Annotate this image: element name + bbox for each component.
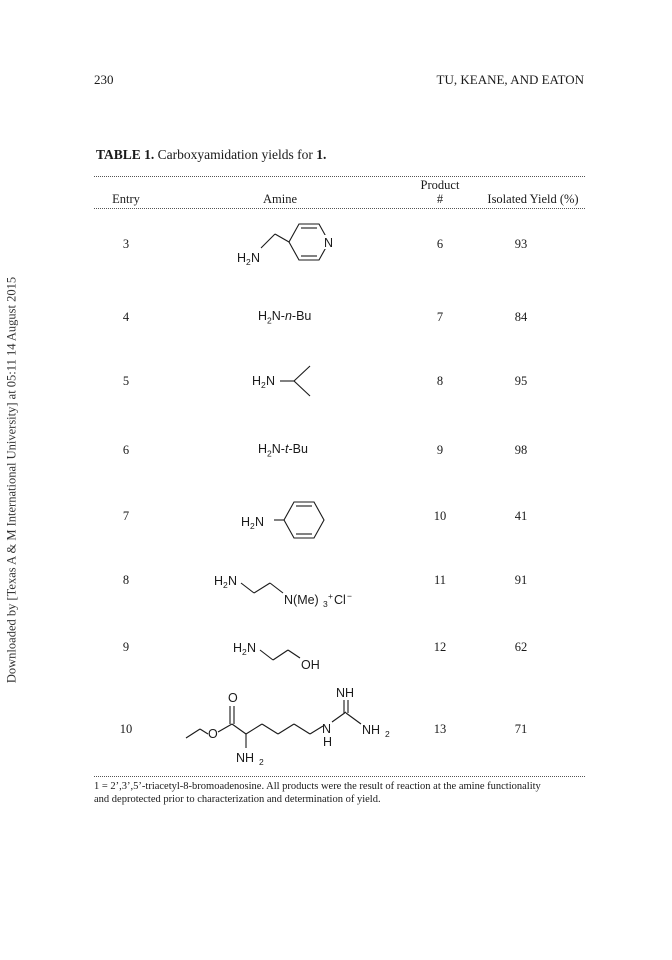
label-subscript-2: 2: [267, 448, 272, 459]
row-product: 9: [436, 443, 444, 457]
label-n: N: [271, 309, 281, 323]
table-header-rule: [94, 208, 585, 209]
label-h: H: [323, 735, 333, 749]
row-entry: 3: [122, 237, 130, 251]
column-header-amine: Amine: [262, 192, 298, 206]
label-subscript-3: 3: [323, 599, 328, 609]
label-dash: -: [280, 442, 285, 456]
column-header-product-number: #: [436, 192, 444, 206]
row-yield: 71: [514, 722, 528, 736]
row-yield: 95: [514, 374, 528, 388]
column-header-yield: Isolated Yield (%): [487, 192, 579, 206]
row-entry: 4: [122, 310, 130, 324]
row-product: 12: [433, 640, 447, 654]
column-header-entry: Entry: [112, 192, 140, 206]
label-n: N: [251, 251, 261, 265]
label-oh: OH: [301, 658, 320, 672]
row-entry: 6: [122, 443, 130, 457]
structure-aminomethylpyridine: [225, 212, 355, 274]
structure-trimethylammonium: [210, 567, 360, 611]
page-number: 230: [94, 72, 114, 87]
label-minus: −: [347, 591, 352, 601]
label-bu: -Bu: [288, 442, 308, 456]
structure-ethanolamine: [230, 634, 340, 674]
label-imine-nh: NH: [336, 686, 355, 700]
label-cl: Cl: [334, 593, 346, 607]
label-dash: -: [280, 309, 285, 323]
table-bottom-rule: [94, 776, 585, 777]
label-n-italic: n: [284, 309, 292, 323]
row-yield: 84: [514, 310, 528, 324]
structure-aniline: [238, 497, 338, 543]
label-nh: NH: [236, 751, 255, 765]
table-caption-ref: 1.: [316, 147, 327, 162]
label-n: N: [266, 374, 276, 388]
structure-t-butylamine: [258, 442, 308, 459]
table-top-rule: [94, 176, 585, 177]
structure-arginine-ethyl-ester: [180, 686, 410, 766]
label-n: N: [271, 442, 281, 456]
table-footnote-line: 1 = 2’,3’,5’-triacetyl-8-bromoadenosine. All products were the result of reaction at the amine functionality: [94, 781, 541, 792]
row-product: 10: [433, 509, 447, 523]
label-subscript-2: 2: [250, 521, 255, 531]
structure-isopropylamine: [250, 360, 330, 402]
row-entry: 8: [122, 573, 130, 587]
row-product: 8: [436, 374, 444, 388]
table-caption-text: Carboxyamidation yields for: [157, 147, 313, 162]
download-watermark: [2, 245, 22, 715]
download-watermark-text: Downloaded by [Texas A & M International University] at 05:11 14 August 2015: [4, 276, 19, 684]
table-footnote-line: and deprotected prior to characterization and determination of yield.: [94, 794, 381, 805]
row-yield: 98: [514, 443, 528, 457]
label-n: N: [322, 722, 332, 736]
label-bu: -Bu: [291, 309, 312, 323]
row-product: 6: [436, 237, 444, 251]
row-entry: 10: [119, 722, 133, 736]
row-yield: 91: [514, 573, 528, 587]
row-entry: 5: [122, 374, 130, 388]
label-h: H: [214, 574, 224, 588]
label-h: H: [237, 251, 247, 265]
label-subscript-2: 2: [267, 315, 272, 326]
label-subscript-2: 2: [246, 257, 251, 267]
label-subscript-2: 2: [223, 580, 228, 590]
row-product: 7: [436, 310, 444, 324]
table-caption: [96, 147, 326, 163]
row-product: 13: [433, 722, 447, 736]
label-h: H: [258, 442, 268, 456]
label-subscript-2: 2: [385, 729, 390, 739]
row-product: 11: [433, 573, 447, 587]
table-label: TABLE 1.: [96, 147, 155, 162]
label-ester-o: O: [208, 727, 218, 741]
column-header-product: Product: [420, 178, 460, 192]
label-ring-n: N: [324, 236, 334, 250]
label-plus: +: [328, 591, 333, 601]
row-yield: 62: [514, 640, 528, 654]
label-h: H: [241, 515, 251, 529]
row-yield: 93: [514, 237, 528, 251]
label-n: N: [247, 641, 257, 655]
label-subscript-2: 2: [261, 380, 266, 390]
table-footnote: [94, 780, 594, 806]
row-entry: 9: [122, 640, 130, 654]
row-entry: 7: [122, 509, 130, 523]
label-subscript-2: 2: [242, 647, 247, 657]
label-t-italic: t: [284, 442, 289, 456]
structure-n-butylamine: [258, 309, 311, 326]
row-yield: 41: [514, 509, 528, 523]
label-carbonyl-o: O: [228, 691, 238, 705]
label-h: H: [258, 309, 268, 323]
running-head: TU, KEANE, AND EATON: [436, 72, 584, 87]
label-subscript-2: 2: [259, 757, 264, 766]
label-n: N: [255, 515, 265, 529]
label-n: N: [228, 574, 238, 588]
label-h: H: [252, 374, 262, 388]
label-h: H: [233, 641, 243, 655]
label-amine-nh: NH: [362, 723, 381, 737]
label-nme: N(Me): [284, 593, 319, 607]
